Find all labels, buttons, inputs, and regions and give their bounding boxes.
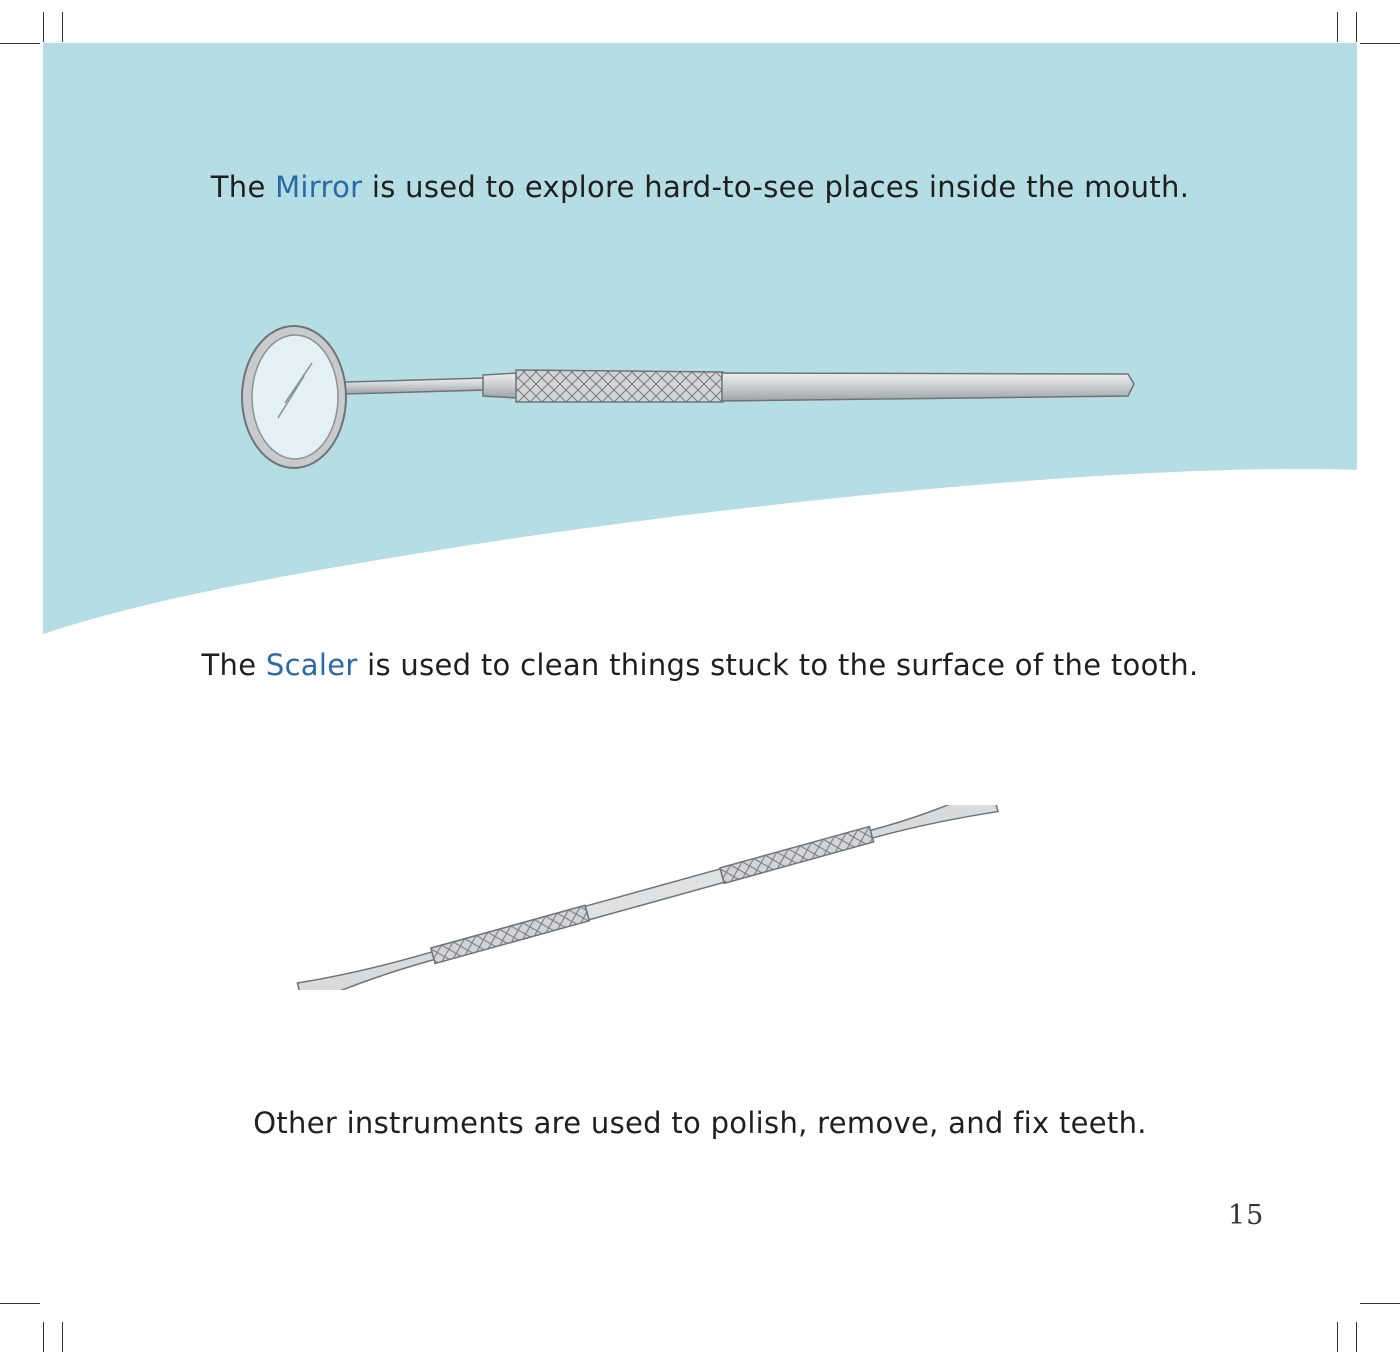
- scaler-term: Scaler: [265, 648, 358, 682]
- mirror-caption: [0, 170, 1400, 204]
- scaler-caption-before: The: [201, 648, 266, 682]
- dental-scaler-illustration: [280, 805, 1010, 990]
- scaler-caption-after: is used to clean things stuck to the surface of the tooth.: [357, 648, 1199, 682]
- scaler-caption: [0, 648, 1400, 682]
- mirror-caption-before: The: [210, 170, 276, 204]
- dental-mirror-illustration: [230, 318, 1150, 478]
- page-number: 15: [1228, 1200, 1265, 1231]
- other-instruments-caption: Other instruments are used to polish, remove, and fix teeth.: [253, 1106, 1147, 1140]
- mirror-term: Mirror: [275, 170, 363, 204]
- mirror-caption-after: is used to explore hard-to-see places inside the mouth.: [362, 170, 1190, 204]
